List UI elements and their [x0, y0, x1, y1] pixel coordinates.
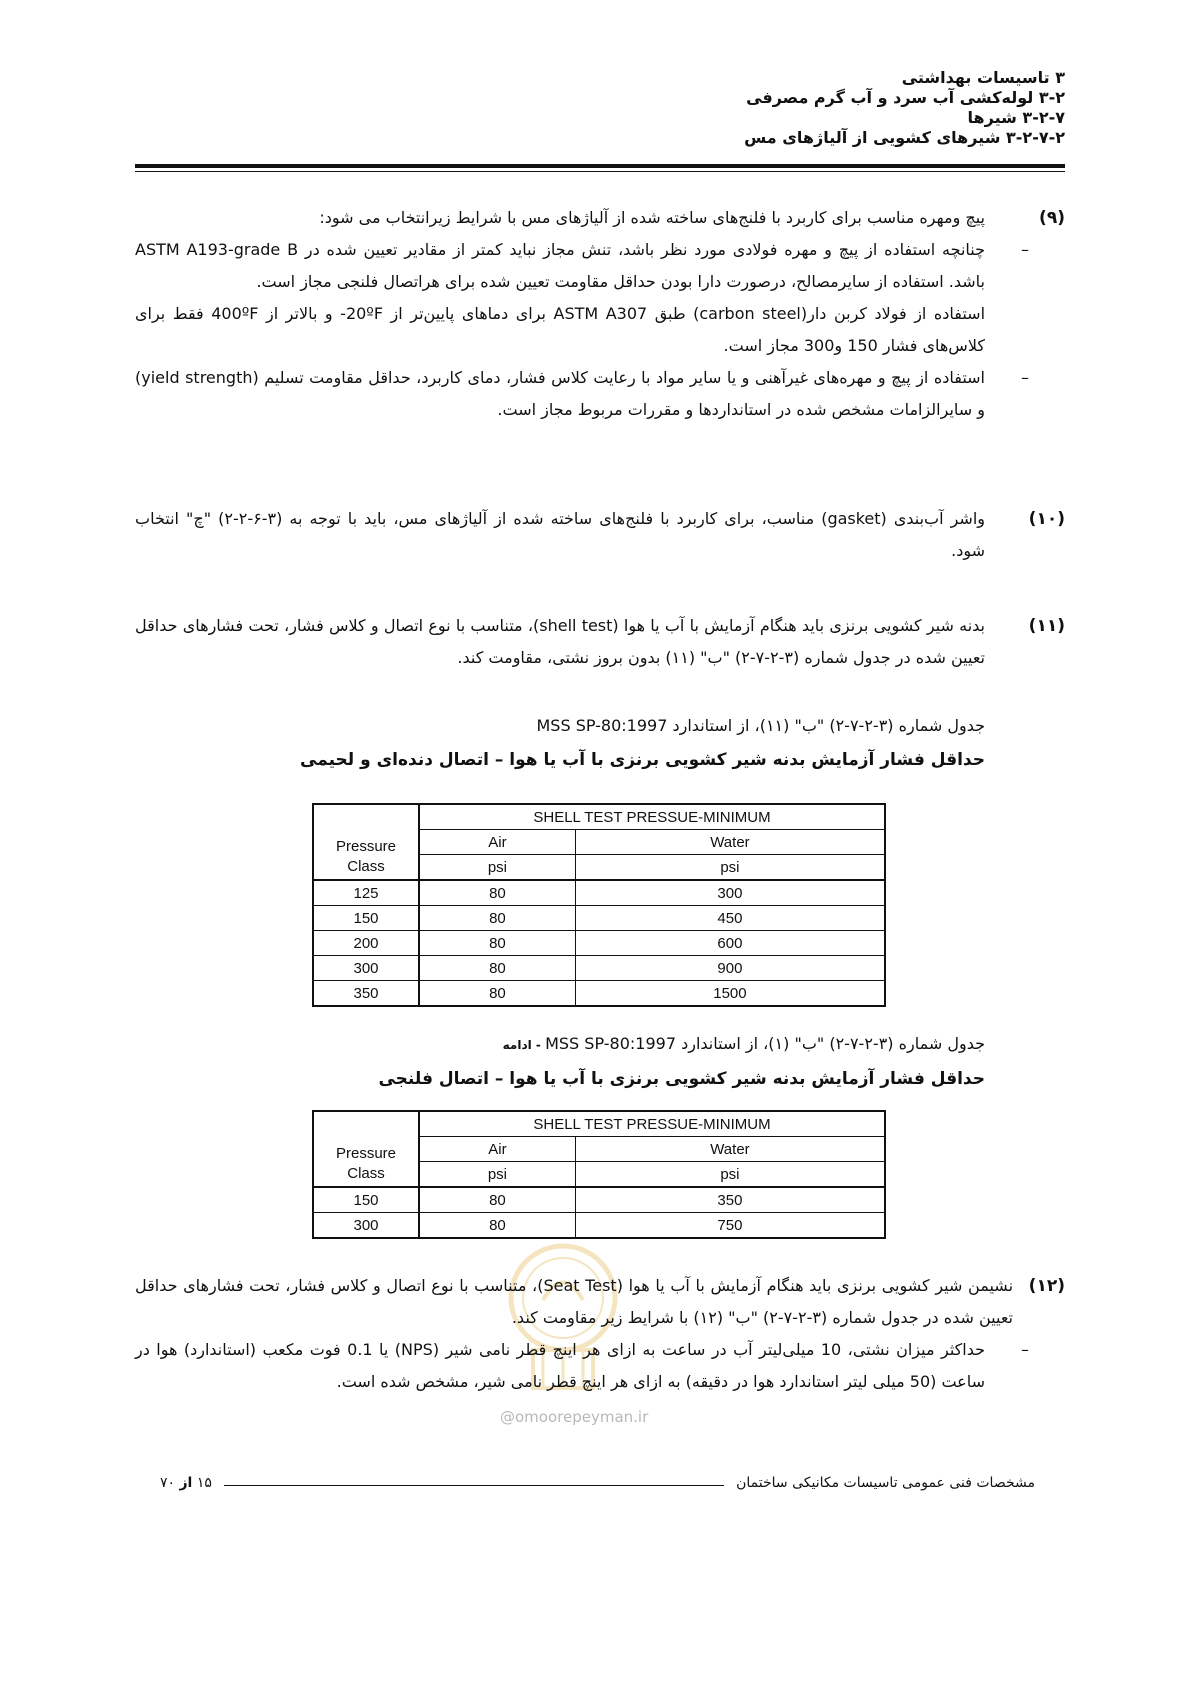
shell-test-table-threaded: [312, 803, 886, 1007]
group-header: SHELL TEST PRESSUE-MINIMUM: [419, 1111, 885, 1137]
table1-heading: [135, 712, 1065, 774]
clause-text: بدنه شیر کشویی برنزی باید هنگام آزمایش با آب یا هوا (shell test)، متناسب با نوع اتصال و کلاس فشار، تحت فشارهای حداقل تعیین شده در جدول شماره (۳-۲-۷-۲) "ب" (۱۱) بدون بروز نشتی، مقاومت کند.: [135, 616, 985, 667]
water-cell: 1500: [575, 981, 885, 1007]
footer-rule: [224, 1485, 724, 1486]
class-cell: 300: [313, 956, 419, 981]
class-cell: 150: [313, 1187, 419, 1213]
header-subsection: ۳-۲-۷ شیرها: [967, 108, 1065, 127]
clause-intro: پیچ ومهره مناسب برای کاربرد با فلنج‌های ساخته شده از آلیاژهای مس با شرایط زیرانتخاب می شود:: [319, 208, 985, 227]
class-header: Class: [313, 1162, 419, 1188]
pressure-header: Pressure: [313, 1111, 419, 1162]
page-number: [160, 1475, 212, 1491]
header-section: ۳-۲ لوله‌کشی آب سرد و آب گرم مصرفی: [746, 88, 1065, 107]
water-cell: 350: [575, 1187, 885, 1213]
class-cell: 200: [313, 931, 419, 956]
bullet-dash: –: [1021, 1340, 1029, 1359]
water-cell: 600: [575, 931, 885, 956]
watermark-url: @omoorepeyman.ir: [500, 1408, 649, 1426]
bullet-dash: –: [1021, 240, 1029, 259]
page-total: ۷۰: [160, 1475, 176, 1491]
clause-text: نشیمن شیر کشویی برنزی باید هنگام آزمایش با آب یا هوا (Seat Test)، متناسب با نوع اتصال و کلاس فشار، تحت فشارهای حداقل تعیین شده در جدول شماره (۳-۲-۷-۲) "ب" (۱۲) با شرایط زیر مقاومت کند.: [135, 1276, 1014, 1327]
air-cell: 80: [419, 1213, 575, 1239]
air-cell: 80: [419, 906, 575, 931]
bullet-text: استفاده از پیچ و مهره‌های غیرآهنی و یا سایر مواد با رعایت کلاس فشار، دمای کاربرد، حداقل مقاومت تسلیم (yield strength) و سایرالزامات مشخص شده در استانداردها و مقررات مربوط مجاز است.: [135, 368, 985, 419]
continued-label: - ادامه: [502, 1038, 546, 1052]
table-row: [313, 981, 885, 1007]
air-cell: 80: [419, 931, 575, 956]
table2-heading: [135, 1030, 1065, 1093]
clause-paragraph: استفاده از فولاد کربن دار(carbon steel) طبق ASTM A307 برای دماهای پایین‌تر از 20ºF- و بالاتر از 400ºF فقط برای کلاس‌های فشار 150 و300 مجاز است.: [135, 304, 986, 355]
table-row: [313, 931, 885, 956]
group-header: SHELL TEST PRESSUE-MINIMUM: [419, 804, 885, 830]
table2-title: حداقل فشار آزمایش بدنه شیر کشویی برنزی با آب یا هوا – اتصال فلنجی: [378, 1069, 985, 1089]
page-current: ۱۵: [196, 1475, 212, 1491]
water-unit: psi: [575, 855, 885, 881]
page-footer: [160, 1475, 1035, 1491]
table-row: [313, 906, 885, 931]
header-rule-thick: [135, 164, 1065, 168]
header-chapter: ۳ تاسیسات بهداشتی: [901, 68, 1065, 87]
footer-title: مشخصات فنی عمومی تاسیسات مکانیکی ساختمان: [736, 1475, 1035, 1491]
class-cell: 350: [313, 981, 419, 1007]
table-row: [313, 1213, 885, 1239]
water-cell: 300: [575, 880, 885, 906]
clause-9: [135, 202, 1065, 426]
table-row: [313, 956, 885, 981]
table1-title: حداقل فشار آزمایش بدنه شیر کشویی برنزی با آب یا هوا – اتصال دنده‌ای و لحیمی: [300, 750, 985, 770]
air-cell: 80: [419, 981, 575, 1007]
pressure-header: Pressure: [313, 804, 419, 855]
clause-number: (۱۱): [1028, 616, 1065, 636]
bullet-text: حداکثر میزان نشتی، 10 میلی‌لیتر آب در ساعت به ازای هر اینچ قطر نامی شیر (NPS) یا 0.1 فوت مکعب (استاندارد) هوا در ساعت (50 میلی لیتر استاندارد هوا در دقیقه) به ازای هر اینچ قطر نامی شیر، مشخص شده است.: [135, 1340, 986, 1391]
water-header: Water: [575, 830, 885, 855]
air-cell: 80: [419, 956, 575, 981]
clause-11: [135, 610, 1065, 674]
clause-number: (۱۰): [1028, 509, 1065, 529]
air-header: Air: [419, 1137, 575, 1162]
class-cell: 150: [313, 906, 419, 931]
page-separator: از: [179, 1475, 193, 1491]
water-header: Water: [575, 1137, 885, 1162]
water-cell: 900: [575, 956, 885, 981]
clause-number: (۹): [1039, 208, 1065, 228]
bullet-dash: –: [1021, 368, 1029, 387]
table2-caption: جدول شماره (۳-۲-۷-۲) "ب" (۱)، از استاندارد MSS SP-80:1997 - ادامه: [502, 1034, 985, 1053]
bullet-text: چنانچه استفاده از پیچ و مهره فولادی مورد نظر باشد، تنش مجاز نباید کمتر از مقادیر تعیین شده در ASTM A193-grade B باشد. استفاده از سایرمصالح، درصورت دارا بودن حداقل مقاومت تعیین شده برای هراتصال فلنجی مجاز است.: [135, 240, 986, 291]
air-header: Air: [419, 830, 575, 855]
clause-12: [135, 1270, 1065, 1398]
air-unit: psi: [419, 855, 575, 881]
water-cell: 750: [575, 1213, 885, 1239]
clause-text: واشر آب‌بندی (gasket) مناسب، برای کاربرد با فلنج‌های ساخته شده از آلیاژهای مس، باید با توجه به (۳-۶-۲-۲) "چ" انتخاب شود.: [135, 509, 986, 560]
air-unit: psi: [419, 1162, 575, 1188]
table-row: [313, 1187, 885, 1213]
water-cell: 450: [575, 906, 885, 931]
water-unit: psi: [575, 1162, 885, 1188]
header-topic: ۳-۲-۷-۲ شیرهای کشویی از آلیاژهای مس: [744, 128, 1065, 147]
clause-number: (۱۲): [1028, 1276, 1065, 1296]
table-row: [313, 880, 885, 906]
class-cell: 300: [313, 1213, 419, 1239]
class-header: Class: [313, 855, 419, 881]
table1-caption: جدول شماره (۳-۲-۷-۲) "ب" (۱۱)، از استاندارد MSS SP-80:1997: [536, 716, 985, 735]
air-cell: 80: [419, 1187, 575, 1213]
header-rule-thin: [135, 171, 1065, 172]
section-header: [744, 68, 1065, 148]
air-cell: 80: [419, 880, 575, 906]
class-cell: 125: [313, 880, 419, 906]
clause-10: [135, 503, 1065, 567]
shell-test-table-flanged: [312, 1110, 886, 1239]
